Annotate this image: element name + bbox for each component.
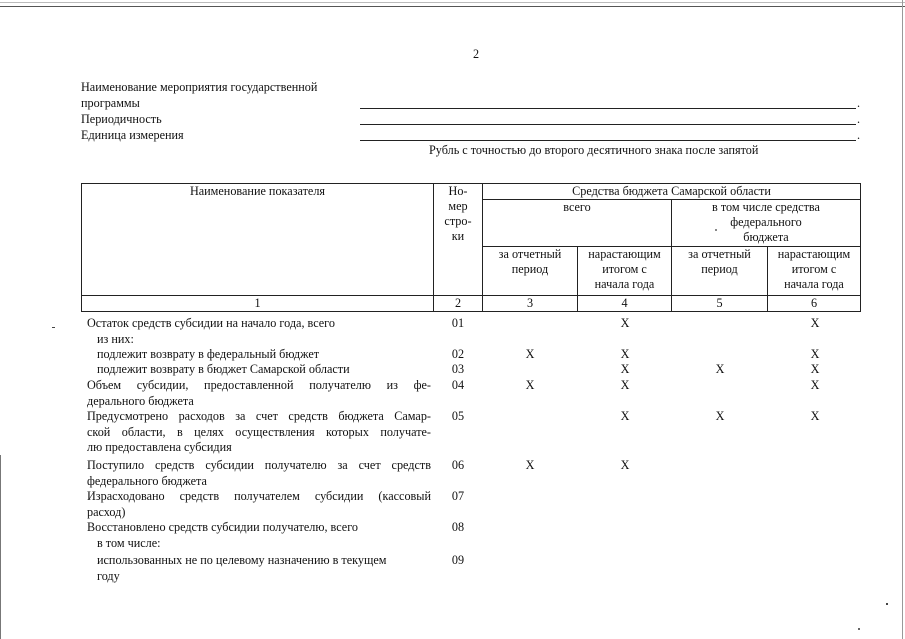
col-number-4: 4 — [578, 296, 672, 312]
cross-mark: X — [620, 316, 630, 330]
row-label-line: федерального бюджета — [87, 473, 207, 488]
scan-right-edge — [902, 0, 903, 639]
row-label-line: расход) — [87, 504, 126, 519]
col-indicator-name-header: Наименование показателя — [82, 184, 434, 296]
row-code: 08 — [451, 520, 465, 534]
scan-speck — [858, 628, 860, 630]
cross-mark: X — [525, 458, 535, 472]
cross-mark: X — [810, 347, 820, 361]
row-label-line: подлежит возврату в бюджет Самарской области — [97, 362, 350, 376]
cross-mark: X — [525, 378, 535, 392]
row-label-line: из них: — [97, 332, 134, 346]
row-code: 07 — [451, 489, 465, 503]
row-label-line: Поступило средств субсидии получателю за счет средств — [87, 458, 431, 472]
row-label-line: году — [97, 568, 120, 583]
cross-mark: X — [810, 409, 820, 423]
cross-mark: X — [525, 347, 535, 361]
row-label-line: дерального бюджета — [87, 393, 194, 408]
row-code: 09 — [451, 553, 465, 567]
row-label-line: Предусмотрено расходов за счет средств бюджета Самар- — [87, 409, 431, 423]
budget-funds-header: Средства бюджета Самарской области — [483, 184, 861, 200]
col6-cumulative-header: нарастающим итогом с начала года — [768, 247, 861, 296]
row-code: 03 — [451, 362, 465, 376]
row-code: 04 — [451, 378, 465, 392]
event-name-label-line1: Наименование мероприятия государственной — [81, 80, 318, 94]
event-name-label-line2: программы — [81, 96, 140, 110]
cross-mark: X — [620, 458, 630, 472]
cross-mark: X — [620, 409, 630, 423]
row-code: 06 — [451, 458, 465, 472]
cross-mark: X — [620, 378, 630, 392]
cross-mark: X — [620, 362, 630, 376]
col-number-5: 5 — [672, 296, 768, 312]
col-number-1: 1 — [82, 296, 434, 312]
event-name-fill-line — [360, 108, 856, 109]
periodicity-fill-line — [360, 124, 856, 125]
row-label-line: Восстановлено средств субсидии получателю, всего — [87, 520, 358, 534]
line-end-dot: . — [857, 112, 861, 126]
col4-cumulative-header: нарастающим итогом с начала года — [578, 247, 672, 296]
unit-fill-line — [360, 140, 856, 141]
col-number-2: 2 — [434, 296, 483, 312]
row-code: 05 — [451, 409, 465, 423]
page-number: 2 — [473, 47, 480, 61]
cross-mark: X — [810, 362, 820, 376]
row-code: 01 — [451, 316, 465, 330]
unit-value: Рубль с точностью до второго десятичного знака после запятой — [429, 143, 759, 157]
federal-incl-header: в том числе средства федерального бюджета — [672, 200, 861, 247]
periodicity-label: Периодичность — [81, 112, 162, 126]
row-label-line: подлежит возврату в федеральный бюджет — [97, 347, 320, 361]
col3-reporting-period-header: за отчетный период — [483, 247, 578, 296]
scan-speck — [715, 229, 717, 231]
scan-top-edge-faint — [0, 2, 905, 3]
line-end-dot: . — [857, 128, 861, 142]
row-label-line: Остаток средств субсидии на начало года, всего — [87, 316, 335, 330]
scan-left-edge — [0, 455, 1, 639]
row-label-line: ской области, в целях осуществления которых получате- — [87, 424, 431, 439]
row-label-line: использованных не по целевому назначению в текущем — [97, 553, 387, 567]
scan-top-edge — [0, 6, 905, 7]
cross-mark: X — [810, 378, 820, 392]
cross-mark: X — [715, 362, 725, 376]
cross-mark: X — [620, 347, 630, 361]
row-label-line: в том числе: — [97, 536, 161, 550]
col-row-number-header: Но- мер стро- ки — [434, 184, 483, 296]
cross-mark: X — [810, 316, 820, 330]
scan-speck — [886, 603, 888, 605]
col5-reporting-period-header: за отчетный период — [672, 247, 768, 296]
row-code: 02 — [451, 347, 465, 361]
cross-mark: X — [715, 409, 725, 423]
line-end-dot: . — [857, 96, 861, 110]
col-number-6: 6 — [768, 296, 861, 312]
col-number-3: 3 — [483, 296, 578, 312]
unit-label: Единица измерения — [81, 128, 184, 142]
row-label-line: Объем субсидии, предоставленной получателю из фе- — [87, 378, 431, 392]
scan-speck — [52, 327, 55, 328]
indicator-table-header — [81, 183, 861, 312]
row-label-line: лю предоставлена субсидия — [87, 440, 232, 454]
row-label-line: Израсходовано средств получателем субсидии (кассовый — [87, 489, 431, 503]
total-header: всего — [483, 200, 672, 247]
